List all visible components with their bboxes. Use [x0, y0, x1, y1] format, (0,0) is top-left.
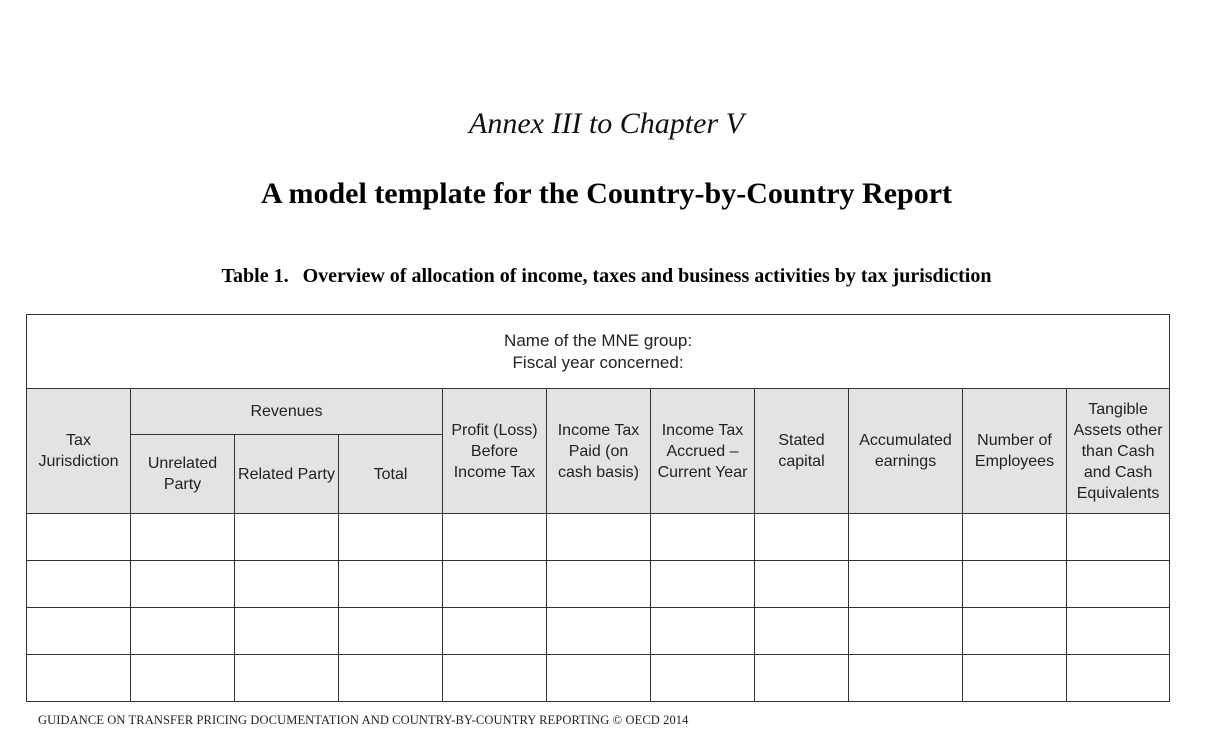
table-cell: [1067, 655, 1170, 702]
table-cell: [849, 514, 963, 561]
table-cell: [131, 608, 235, 655]
table-cell: [963, 608, 1067, 655]
header-number-of-employees: Number of Employees: [963, 389, 1067, 514]
table-cell: [651, 608, 755, 655]
header-tangible-assets: Tangible Assets other than Cash and Cash Equivalents: [1067, 389, 1170, 514]
table-cell: [131, 655, 235, 702]
header-tax-jurisdiction: Tax Jurisdiction: [27, 389, 131, 514]
table-cell: [963, 655, 1067, 702]
page-title: A model template for the Country-by-Country Report: [260, 177, 953, 210]
table-cell: [651, 655, 755, 702]
table-cell: [235, 608, 339, 655]
table-cell: [755, 514, 849, 561]
table-cell: [443, 608, 547, 655]
mne-group-cell: [27, 315, 1170, 389]
table-cell: [339, 655, 443, 702]
annex-title: Annex III to Chapter V: [469, 107, 744, 140]
table-cell: [547, 561, 651, 608]
header-revenues: Revenues: [131, 389, 443, 435]
table-row: [27, 514, 1170, 561]
table-cell: [651, 514, 755, 561]
table-caption-text: Overview of allocation of income, taxes and business activities by tax jurisdiction: [302, 265, 992, 287]
table-cell: [27, 514, 131, 561]
table-cell: [1067, 608, 1170, 655]
cbc-table: [26, 314, 1170, 702]
header-profit-loss: Profit (Loss) Before Income Tax: [443, 389, 547, 514]
header-revenues-unrelated: Unrelated Party: [131, 435, 235, 514]
table-cell: [235, 561, 339, 608]
table-cell: [339, 608, 443, 655]
table-row: [27, 608, 1170, 655]
table-cell: [1067, 561, 1170, 608]
table-cell: [755, 561, 849, 608]
table-cell: [755, 608, 849, 655]
table-cell: [547, 608, 651, 655]
table-cell: [131, 561, 235, 608]
page-footer: GUIDANCE ON TRANSFER PRICING DOCUMENTATION AND COUNTRY-BY-COUNTRY REPORTING © OECD 2014: [38, 713, 689, 727]
table-caption: [0, 263, 1213, 289]
table-cell: [755, 655, 849, 702]
table-cell: [27, 561, 131, 608]
header-income-tax-accrued: Income Tax Accrued – Current Year: [651, 389, 755, 514]
mne-group-label: Name of the MNE group:: [504, 330, 693, 350]
table-cell: [27, 608, 131, 655]
fiscal-year-label: Fiscal year concerned:: [512, 352, 684, 372]
table-cell: [651, 561, 755, 608]
header-accumulated-earnings: Accumulated earnings: [849, 389, 963, 514]
table-cell: [849, 561, 963, 608]
table-cell: [547, 655, 651, 702]
header-revenues-related: Related Party: [235, 435, 339, 514]
table-cell: [235, 514, 339, 561]
table-row: [27, 655, 1170, 702]
table-cell: [339, 561, 443, 608]
table-cell: [339, 514, 443, 561]
table-cell: [443, 561, 547, 608]
table-cell: [443, 514, 547, 561]
table-cell: [547, 514, 651, 561]
table-cell: [963, 514, 1067, 561]
table-cell: [131, 514, 235, 561]
header-revenues-total: Total: [339, 435, 443, 514]
table-cell: [963, 561, 1067, 608]
table-row: [27, 561, 1170, 608]
table-cell: [849, 608, 963, 655]
header-income-tax-paid: Income Tax Paid (on cash basis): [547, 389, 651, 514]
table-cell: [849, 655, 963, 702]
table-caption-number: Table 1.: [221, 265, 289, 287]
table-body: [27, 514, 1170, 702]
table-cell: [443, 655, 547, 702]
table-cell: [27, 655, 131, 702]
table-cell: [1067, 514, 1170, 561]
header-stated-capital: Stated capital: [755, 389, 849, 514]
table-cell: [235, 655, 339, 702]
